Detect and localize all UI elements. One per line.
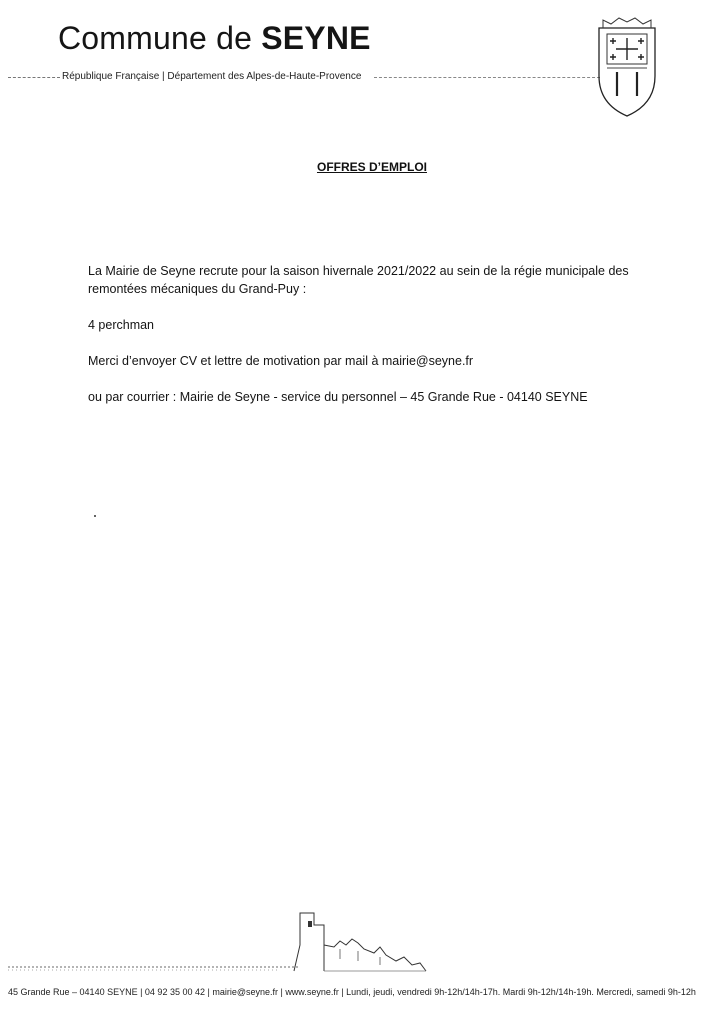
scan-speck (94, 515, 96, 517)
dotted-rule-right (374, 77, 600, 78)
citadel-skyline-icon (8, 905, 428, 983)
paragraph-email-instructions: Merci d’envoyer CV et lettre de motivation par mail à mairie@seyne.fr (88, 354, 474, 368)
paragraph-recruitment: La Mairie de Seyne recrute pour la saison hivernale 2021/2022 au sein de la régie municipale des remontées mécaniques du Grand-Puy : (88, 264, 629, 296)
header-subtitle-line (8, 70, 600, 84)
footer-contact-line: 45 Grande Rue – 04140 SEYNE | 04 92 35 00 42 | mairie@seyne.fr | www.seyne.fr | Lundi, jeudi, vendredi 9h-12h/14h-17h. Mardi 9h-12h/14h-19h. Mercredi, samedi 9h-12h (8, 987, 696, 997)
header-subtitle: République Française | Département des Alpes-de-Haute-Provence (62, 71, 362, 82)
coat-of-arms-icon (593, 16, 661, 120)
title-town-name: SEYNE (261, 20, 371, 56)
dotted-rule-left (8, 77, 60, 78)
title-prefix: Commune de (58, 20, 262, 56)
page-title (58, 18, 371, 58)
document-heading: OFFRES D’EMPLOI (316, 160, 427, 174)
paragraph-mail-instructions: ou par courrier : Mairie de Seyne - service du personnel – 45 Grande Rue - 04140 SEYNE (88, 390, 588, 404)
paragraph-positions: 4 perchman (88, 318, 155, 332)
